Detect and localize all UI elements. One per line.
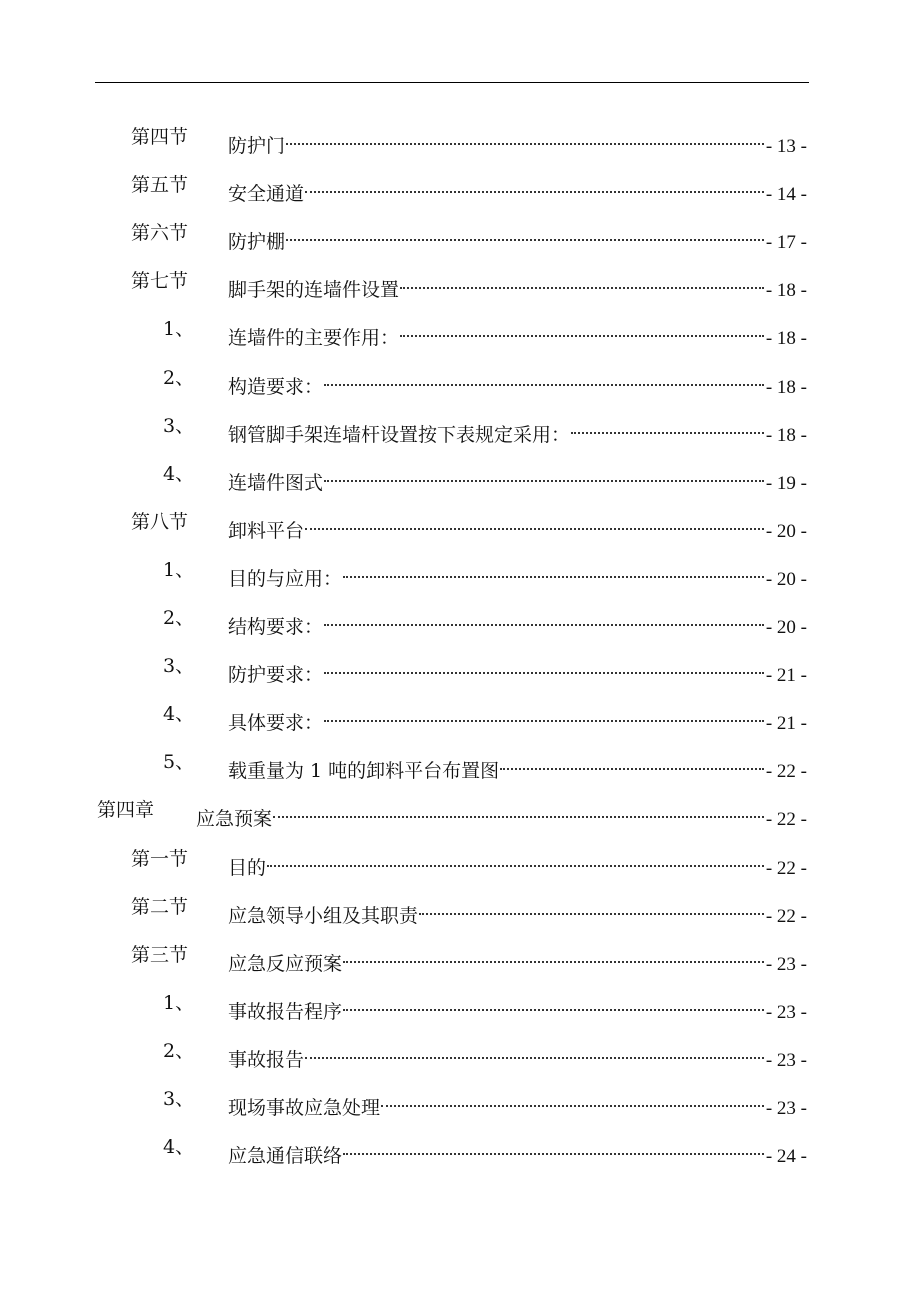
dot-leader	[305, 507, 764, 537]
toc-entry-title: 应急预案	[196, 804, 273, 834]
dot-leader	[343, 555, 764, 585]
toc-entry-line	[228, 1132, 807, 1172]
dot-leader	[343, 988, 764, 1018]
toc-entry-page-number: - 20 -	[765, 568, 807, 590]
toc-entry-page-number: - 18 -	[765, 328, 807, 350]
toc-entry[interactable]	[0, 411, 920, 446]
toc-entry-number: 第六节	[131, 222, 189, 245]
toc-entry-number: 3、	[163, 1088, 195, 1110]
toc-entry-title: 防护门	[228, 131, 286, 161]
dot-leader	[343, 1132, 764, 1162]
toc-entry-line	[228, 555, 807, 595]
toc-entry-number: 2、	[163, 607, 195, 629]
dot-leader	[324, 363, 764, 393]
toc-entry-title: 事故报告	[228, 1045, 305, 1075]
toc-entry[interactable]	[0, 218, 920, 254]
dot-leader	[305, 1036, 764, 1066]
toc-entry-number: 2、	[163, 1039, 195, 1062]
toc-entry-title: 应急反应预案	[228, 949, 343, 979]
toc-entry-page-number: - 23 -	[765, 1049, 807, 1071]
toc-entry[interactable]	[0, 122, 920, 157]
dot-leader	[286, 122, 764, 152]
toc-entry-title: 事故报告程序	[228, 997, 343, 1027]
toc-entry-number: 4、	[163, 462, 195, 485]
toc-entry-title: 载重量为 1 吨的卸料平台布置图	[228, 756, 500, 786]
toc-entry-page-number: - 20 -	[765, 520, 807, 542]
toc-entry-title: 应急通信联络	[228, 1141, 343, 1171]
toc-entry-number: 4、	[163, 1136, 195, 1159]
toc-entry-page-number: - 23 -	[765, 1098, 807, 1119]
toc-entry-title: 安全通道	[228, 179, 305, 209]
toc-entry-number: 3、	[163, 414, 195, 437]
toc-entry[interactable]	[0, 603, 920, 638]
toc-entry[interactable]	[0, 940, 920, 975]
toc-entry-line	[228, 170, 807, 210]
dot-leader	[419, 892, 764, 922]
toc-entry-number: 第四章	[97, 799, 155, 822]
toc-entry-line	[228, 363, 807, 403]
toc-entry-title: 防护棚	[228, 227, 286, 257]
toc-entry[interactable]	[0, 795, 920, 831]
toc-entry[interactable]	[0, 651, 920, 687]
toc-entry-title: 连墙件图式	[228, 468, 324, 498]
toc-entry-page-number: - 24 -	[765, 1146, 807, 1168]
dot-leader	[324, 459, 764, 489]
toc-entry-line	[228, 218, 807, 258]
dot-leader	[286, 218, 764, 248]
toc-entry-page-number: - 18 -	[765, 424, 807, 446]
toc-entry-number: 5、	[163, 751, 195, 774]
toc-entry-page-number: - 18 -	[765, 376, 807, 398]
toc-entry-title: 钢管脚手架连墙杆设置按下表规定采用：	[228, 420, 571, 450]
toc-entry[interactable]	[0, 459, 920, 494]
toc-entry[interactable]	[0, 314, 920, 350]
toc-entry-page-number: - 17 -	[765, 232, 807, 254]
toc-entry[interactable]	[0, 363, 920, 398]
toc-entry-number: 第一节	[131, 847, 189, 870]
toc-entry-number: 第三节	[131, 943, 189, 966]
toc-entry[interactable]	[0, 892, 920, 927]
toc-entry-title: 现场事故应急处理	[228, 1093, 381, 1123]
toc-entry-title: 目的与应用：	[228, 564, 343, 594]
toc-entry-page-number: - 23 -	[765, 1001, 807, 1023]
dot-leader	[571, 411, 764, 441]
toc-entry-line	[228, 940, 807, 980]
dot-leader	[324, 699, 764, 729]
toc-entry-number: 第五节	[131, 174, 189, 197]
toc-entry-line	[228, 1084, 807, 1124]
toc-entry-title: 卸料平台	[228, 516, 305, 546]
toc-entry-page-number: - 18 -	[765, 280, 807, 302]
dot-leader	[400, 266, 764, 296]
toc-entry-page-number: - 21 -	[765, 665, 807, 687]
toc-entry-title: 构造要求：	[228, 372, 324, 402]
toc-entry-page-number: - 13 -	[765, 136, 807, 157]
toc-entry-line	[228, 266, 807, 306]
toc-entry-title: 具体要求：	[228, 708, 324, 738]
toc-entry[interactable]	[0, 266, 920, 302]
toc-entry-line	[228, 411, 807, 451]
toc-entry[interactable]	[0, 1084, 920, 1119]
toc-entry-page-number: - 22 -	[765, 761, 807, 783]
toc-entry-number: 4、	[163, 703, 195, 726]
dot-leader	[305, 170, 764, 200]
toc-entry[interactable]	[0, 1132, 920, 1168]
toc-entry-line	[228, 651, 807, 691]
toc-entry-page-number: - 22 -	[765, 809, 807, 831]
toc-entry[interactable]	[0, 1036, 920, 1071]
toc-entry-title: 脚手架的连墙件设置	[228, 275, 400, 305]
toc-entry-line	[228, 988, 807, 1028]
toc-entry-line	[228, 603, 807, 643]
toc-entry-line	[228, 459, 807, 499]
toc-entry-line	[228, 507, 807, 547]
toc-entry-page-number: - 19 -	[765, 472, 807, 494]
toc-entry[interactable]	[0, 507, 920, 542]
toc-entry-number: 第七节	[131, 270, 189, 293]
toc-entry-line	[228, 844, 807, 884]
toc-entry-title: 应急领导小组及其职责	[228, 901, 419, 931]
dot-leader	[343, 940, 764, 970]
header-rule	[95, 82, 809, 83]
dot-leader	[267, 844, 764, 874]
toc-entry-line	[228, 747, 807, 787]
dot-leader	[500, 747, 764, 777]
toc-entry-number: 3、	[163, 655, 195, 678]
toc-entry-title: 结构要求：	[228, 612, 324, 642]
dot-leader	[400, 314, 764, 344]
dot-leader	[273, 795, 764, 825]
toc-entry[interactable]	[0, 699, 920, 735]
dot-leader	[324, 651, 764, 681]
dot-leader	[381, 1084, 764, 1114]
toc-entry-page-number: - 20 -	[765, 617, 807, 638]
toc-entry-number: 第四节	[131, 126, 189, 148]
toc-entry-line	[228, 314, 807, 354]
toc-entry-number: 1、	[163, 318, 195, 341]
toc-entry-line	[228, 1036, 807, 1076]
toc-entry-page-number: - 22 -	[765, 857, 807, 879]
toc-entry-page-number: - 21 -	[765, 713, 807, 735]
toc-entry-number: 2、	[163, 366, 195, 389]
toc-entry-title: 防护要求：	[228, 660, 324, 690]
toc-entry-page-number: - 14 -	[765, 184, 807, 206]
toc-entry-line	[196, 795, 807, 835]
toc-entry-number: 第八节	[131, 510, 189, 533]
toc-entry[interactable]	[0, 988, 920, 1023]
toc-entry[interactable]	[0, 844, 920, 879]
dot-leader	[324, 603, 764, 633]
toc-entry[interactable]	[0, 170, 920, 206]
toc-entry-title: 连墙件的主要作用：	[228, 323, 400, 353]
toc-entry-number: 1、	[163, 991, 195, 1014]
toc-entry-number: 第二节	[131, 895, 189, 918]
toc-entry-number: 1、	[163, 558, 195, 581]
toc-entry-line	[228, 699, 807, 739]
toc-entry-page-number: - 22 -	[765, 905, 807, 927]
toc-entry-line	[228, 892, 807, 932]
toc-entry-page-number: - 23 -	[765, 953, 807, 975]
toc-entry[interactable]	[0, 555, 920, 590]
toc-entry-line	[228, 122, 807, 162]
toc-entry-title: 目的	[228, 853, 267, 883]
toc-entry[interactable]	[0, 747, 920, 783]
